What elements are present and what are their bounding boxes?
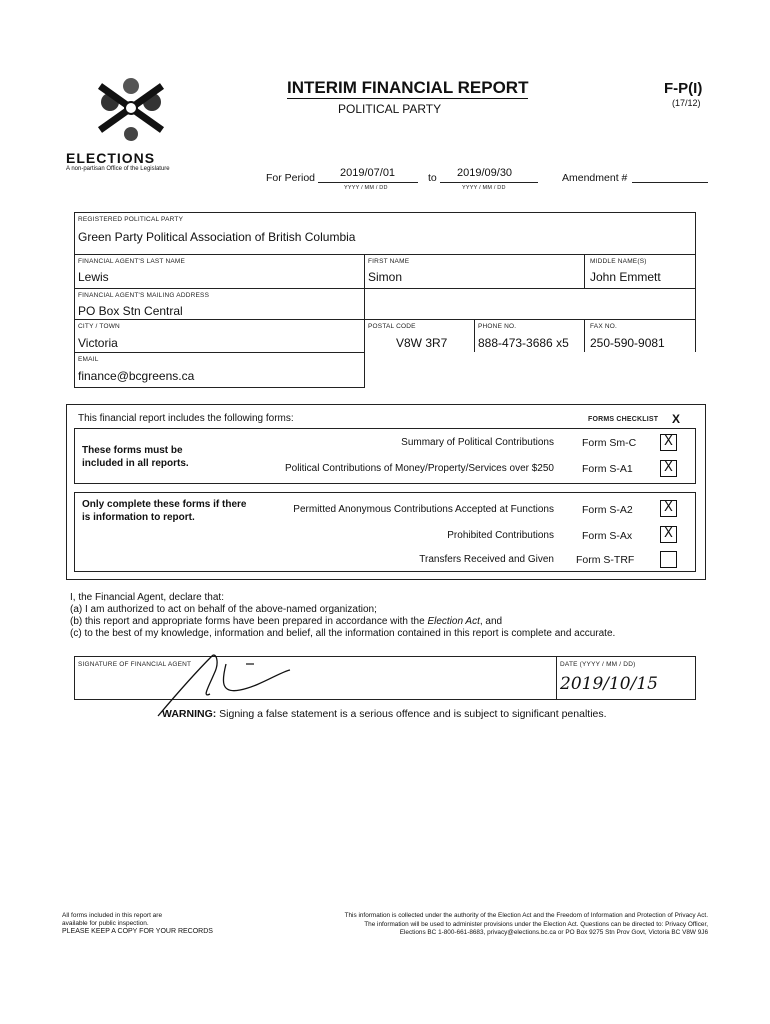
email-label: EMAIL: [78, 356, 99, 363]
fax-value[interactable]: 250-590-9081: [590, 336, 665, 350]
form-row-code: Form Sm-C: [582, 437, 637, 449]
form-row-checkbox[interactable]: X: [660, 460, 677, 477]
form-row-desc: Transfers Received and Given: [419, 554, 554, 565]
period-from-hint: YYYY / MM / DD: [344, 185, 388, 191]
period-from[interactable]: 2019/07/01: [340, 167, 396, 179]
footer-left: All forms included in this report are available for public inspection. PLEASE KEEP A COPY FOR YOUR RECORDS: [62, 912, 213, 935]
form-row-desc: Permitted Anonymous Contributions Accepted at Functions: [293, 504, 554, 515]
forms-checklist-mark: X: [672, 412, 681, 426]
address-value[interactable]: PO Box Stn Central: [78, 304, 183, 318]
forms-checklist-label: FORMS CHECKLIST: [588, 416, 659, 423]
middle-name-value[interactable]: John Emmett: [590, 270, 661, 284]
declaration-text: [70, 592, 710, 640]
footer-right: This information is collected under the authority of the Election Act and the Freedom of Information and Protection of Privacy Act. The information will be used to administer provisions under the Election Act. Questions can be directed to: Privacy Officer, Elections BC 1-800-661-8683, privacy@elections.bc.ca or PO Box 9275 Stn Prov Govt, Victoria BC V8W 9J6: [344, 912, 708, 936]
form-row-code: Form S-Ax: [582, 530, 633, 542]
postal-label: POSTAL CODE: [368, 323, 416, 330]
city-value[interactable]: Victoria: [78, 336, 118, 350]
form-code: F-P(I): [664, 80, 703, 97]
last-name-label: FINANCIAL AGENT'S LAST NAME: [78, 258, 186, 265]
warning-label: WARNING:: [162, 708, 217, 720]
signed-date[interactable]: 2019/10/15: [560, 674, 658, 694]
form-row-checkbox[interactable]: [660, 551, 677, 568]
form-row-checkbox[interactable]: X: [660, 526, 677, 543]
warning: [162, 708, 607, 720]
form-row-desc: Prohibited Contributions: [447, 530, 554, 541]
date-label: DATE (YYYY / MM / DD): [560, 661, 636, 668]
form-row-checkbox[interactable]: X: [660, 500, 677, 517]
declaration-line-4: (c) to the best of my knowledge, information and belief, all the information contained in this report is complete and accurate.: [70, 628, 616, 639]
form-version: (17/12): [672, 98, 701, 108]
email-value[interactable]: finance@bcgreens.ca: [78, 369, 195, 383]
form-row-code: Form S-TRF: [576, 554, 635, 566]
declaration-line-3: (b) this report and appropriate forms have been prepared in accordance with the Election Act, and: [70, 616, 503, 627]
period-to-label: to: [428, 172, 437, 184]
city-label: CITY / TOWN: [78, 323, 120, 330]
org-tagline: A non-partisan Office of the Legislature: [66, 166, 170, 172]
org-name: ELECTIONS: [66, 150, 156, 166]
form-title: INTERIM FINANCIAL REPORT: [287, 78, 529, 97]
forms-intro: This financial report includes the following forms:: [78, 413, 294, 424]
phone-value[interactable]: 888-473-3686 x5: [478, 336, 569, 350]
elections-logo-icon: [88, 74, 178, 154]
last-name-value[interactable]: Lewis: [78, 270, 109, 284]
period-to-hint: YYYY / MM / DD: [462, 185, 506, 191]
form-subtitle: POLITICAL PARTY: [338, 102, 442, 116]
form-row-code: Form S-A2: [582, 504, 633, 516]
elections-logo: [88, 74, 178, 154]
postal-value[interactable]: V8W 3R7: [396, 336, 448, 350]
address-label: FINANCIAL AGENT'S MAILING ADDRESS: [78, 292, 210, 299]
first-name-label: FIRST NAME: [368, 258, 410, 265]
first-name-value[interactable]: Simon: [368, 270, 403, 284]
period-label: For Period: [266, 172, 316, 184]
amendment-label: Amendment #: [562, 172, 628, 184]
phone-label: PHONE NO.: [478, 323, 517, 330]
amendment-field[interactable]: [632, 182, 708, 183]
signature-label: SIGNATURE OF FINANCIAL AGENT: [78, 661, 192, 668]
period-to[interactable]: 2019/09/30: [457, 167, 513, 179]
declaration-line-1: I, the Financial Agent, declare that:: [70, 592, 224, 603]
middle-name-label: MIDDLE NAME(S): [590, 258, 647, 265]
party-label: REGISTERED POLITICAL PARTY: [78, 216, 184, 223]
form-row-desc: Political Contributions of Money/Property/Services over $250: [284, 463, 554, 474]
optional-forms-note: Only complete these forms if there is information to report.: [82, 499, 247, 523]
fax-label: FAX NO.: [590, 323, 618, 330]
form-row-code: Form S-A1: [582, 463, 633, 475]
form-row-desc: Summary of Political Contributions: [401, 437, 554, 448]
warning-text: Signing a false statement is a serious offence and is subject to significant penalties.: [219, 708, 607, 720]
required-forms-note: These forms must be included in all reports.: [82, 445, 189, 469]
form-row-checkbox[interactable]: X: [660, 434, 677, 451]
declaration-line-2: (a) I am authorized to act on behalf of the above-named organization;: [70, 604, 377, 615]
party-value[interactable]: Green Party Political Association of British Columbia: [78, 230, 356, 244]
